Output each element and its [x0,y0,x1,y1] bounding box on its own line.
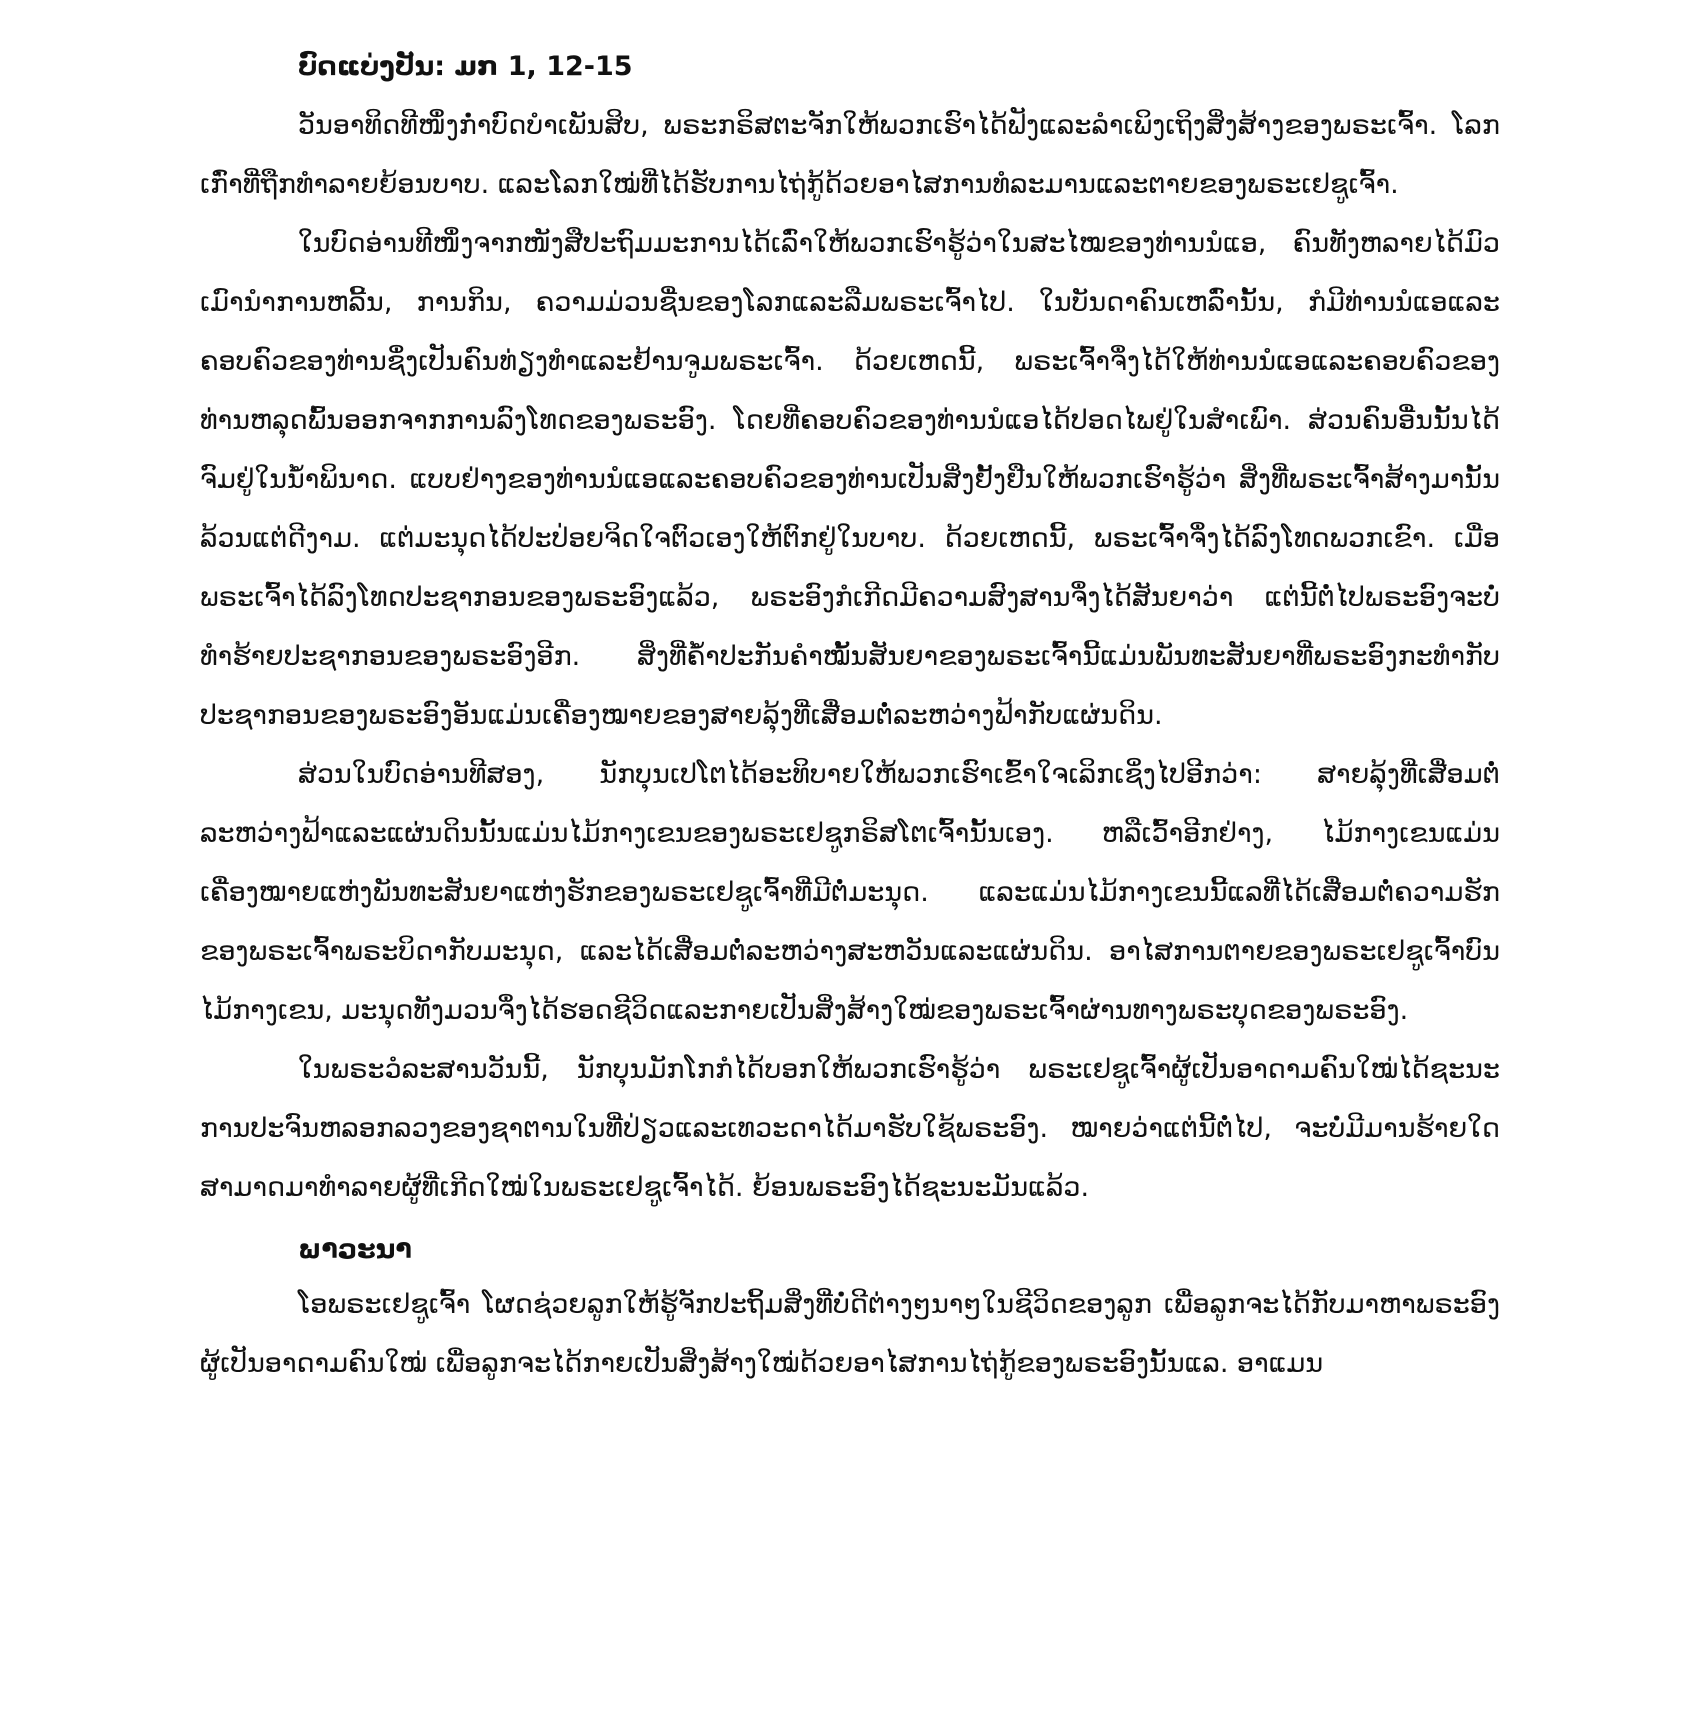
paragraph-first-reading: ໃນບົດອ່ານທີໜຶ່ງຈາກໜັງສືປະຖົມມະການໄດ້ເລົ່າໃຫ້ພວກເຮົາຮູ້ວ່າໃນສະໄໝຂອງທ່ານນໍແອ, ຄົນທັງຫລາຍໄດ້ມົວເມົານຳການຫລີ້ນ, ການກິນ, ຄວາມມ່ວນຊື່ນຂອງໂລກແລະລືມພຣະເຈົ້າໄປ. ໃນບັນດາຄົນເຫລົ່ານັ້ນ, ກໍມີທ່ານນໍແອແລະຄອບຄົວຂອງທ່ານຊຶ່ງເປັນຄົນທ່ຽງທຳແລະຢ້ານຈູມພຣະເຈົ້າ. ດ້ວຍເຫດນີ້, ພຣະເຈົ້າຈຶ່ງໄດ້ໃຫ້ທ່ານນໍແອແລະຄອບຄົວຂອງທ່ານຫລຸດພົ້ນອອກຈາກການລົງໂທດຂອງພຣະອົງ. ໂດຍທີ່ຄອບຄົວຂອງທ່ານນໍແອໄດ້ປອດໄພຢູ່ໃນສຳເພົາ. ສ່ວນຄົນອື່ນນັ້ນໄດ້ຈົມຢູ່ໃນນ້ຳພິນາດ. ແບບຢ່າງຂອງທ່ານນໍແອແລະຄອບຄົວຂອງທ່ານເປັນສິ່ງຢັ້ງຢືນໃຫ້ພວກເຮົາຮູ້ວ່າ ສິ່ງທີ່ພຣະເຈົ້າສ້າງມານັ້ນລ້ວນແຕ່ດີງາມ. ແຕ່ມະນຸດໄດ້ປະປ່ອຍຈິດໃຈຕົວເອງໃຫ້ຕົກຢູ່ໃນບາບ. ດ້ວຍເຫດນີ້, ພຣະເຈົ້າຈຶ່ງໄດ້ລົງໂທດພວກເຂົາ. ເມື່ອພຣະເຈົ້າໄດ້ລົງໂທດປະຊາກອນຂອງພຣະອົງແລ້ວ, ພຣະອົງກໍເກີດມີຄວາມສົງສານຈຶ່ງໄດ້ສັນຍາວ່າ ແຕ່ນີ້ຕໍ່ໄປພຣະອົງຈະບໍ່ທຳຮ້າຍປະຊາກອນຂອງພຣະອົງອີກ. ສິ່ງທີ່ຄ້ຳປະກັນຄຳໝັ້ນສັນຍາຂອງພຣະເຈົ້ານີ້ແມ່ນພັນທະສັນຍາທີ່ພຣະອົງກະທຳກັບປະຊາກອນຂອງພຣະອົງອັນແມ່ນເຄື່ອງໝາຍຂອງສາຍລຸ້ງທີ່ເສື່ອມຕໍ່ລະຫວ່າງຟ້າກັບແຜ່ນດິນ. [200,228,1500,731]
document-title: ບົດແບ່ງປັນ: ມກ 1, 12-15 [298,51,633,82]
prayer-heading: ພາວະນາ [298,1234,412,1265]
paragraph-gospel: ໃນພຣະວໍລະສານວັນນີ້, ນັກບຸນມັກໂກກໍໄດ້ບອກໃຫ້ພວກເຮົາຮູ້ວ່າ ພຣະເຢຊູເຈົ້າຜູ້ເປັນອາດາມຄົນໃໝ່ໄດ້ຊະນະການປະຈົນຫລອກລວງຂອງຊາຕານໃນທີ່ປ່ຽວແລະເທວະດາໄດ້ມາຮັບໃຊ້ພຣະອົງ. ໝາຍວ່າແຕ່ນີ້ຕໍ່ໄປ, ຈະບໍ່ມີມານຮ້າຍໃດສາມາດມາທຳລາຍຜູ້ທີ່ເກີດໃໝ່ໃນພຣະເຢຊູເຈົ້າໄດ້. ຍ້ອນພຣະອົງໄດ້ຊະນະມັນແລ້ວ. [200,1054,1500,1203]
paragraph-second-reading: ສ່ວນໃນບົດອ່ານທີສອງ, ນັກບຸນເປໂຕໄດ້ອະທິບາຍໃຫ້ພວກເຮົາເຂົ້າໃຈເລິກເຊິ່ງໄປອີກວ່າ: ສາຍລຸ້ງທີ່ເສື່ອມຕໍ່ລະຫວ່າງຟ້າແລະແຜ່ນດິນນັ້ນແມ່ນໄມ້ກາງເຂນຂອງພຣະເຢຊູກຣິສໂຕເຈົ້ານັ້ນເອງ. ຫລືເວົ້າອີກຢ່າງ, ໄມ້ກາງເຂນແມ່ນເຄື່ອງໝາຍແຫ່ງພັນທະສັນຍາແຫ່ງຮັກຂອງພຣະເຢຊູເຈົ້າທີ່ມີຕໍ່ມະນຸດ. ແລະແມ່ນໄມ້ກາງເຂນນີ້ແລທີ່ໄດ້ເສື່ອມຕໍ່ຄວາມຮັກຂອງພຣະເຈົ້າພຣະບິດາກັບມະນຸດ, ແລະໄດ້ເສື່ອມຕໍ່ລະຫວ່າງສະຫວັນແລະແຜ່ນດິນ. ອາໄສການຕາຍຂອງພຣະເຢຊູເຈົ້າບົນໄມ້ກາງເຂນ, ມະນຸດທັງມວນຈຶ່ງໄດ້ຮອດຊີວິດແລະກາຍເປັນສິ່ງສ້າງໃໝ່ຂອງພຣະເຈົ້າຜ່ານທາງພຣະບຸດຂອງພຣະອົງ. [200,759,1500,1026]
document-page [200,40,1500,1393]
paragraph-introduction: ວັນອາທິດທີໜຶ່ງກ່ຳບົດບຳເພັນສິບ, ພຣະກຣິສຕະຈັກໃຫ້ພວກເຮົາໄດ້ຟັງແລະລຳເພິງເຖິງສິ່ງສ້າງຂອງພຣະເຈົ້າ. ໂລກເກົ່າທີ່ຖືກທຳລາຍຍ້ອນບາບ. ແລະໂລກໃໝ່ທີ່ໄດ້ຮັບການໄຖ່ກູ້ດ້ວຍອາໄສການທໍລະມານແລະຕາຍຂອງພຣະເຢຊູເຈົ້າ. [200,110,1500,200]
prayer-text: ໂອພຣະເຢຊູເຈົ້າ ໂຜດຊ່ວຍລູກໃຫ້ຮູ້ຈັກປະຖິ້ມສິ່ງທີ່ບໍ່ດີຕ່າງໆນາໆໃນຊີວິດຂອງລູກ ເພື່ອລູກຈະໄດ້ກັບມາຫາພຣະອົງຜູ້ເປັນອາດາມຄົນໃໝ່ ເພື່ອລູກຈະໄດ້ກາຍເປັນສິ່ງສ້າງໃໝ່ດ້ວຍອາໄສການໄຖ່ກູ້ຂອງພຣະອົງນັ້ນແລ. ອາແມນ [200,1289,1500,1379]
